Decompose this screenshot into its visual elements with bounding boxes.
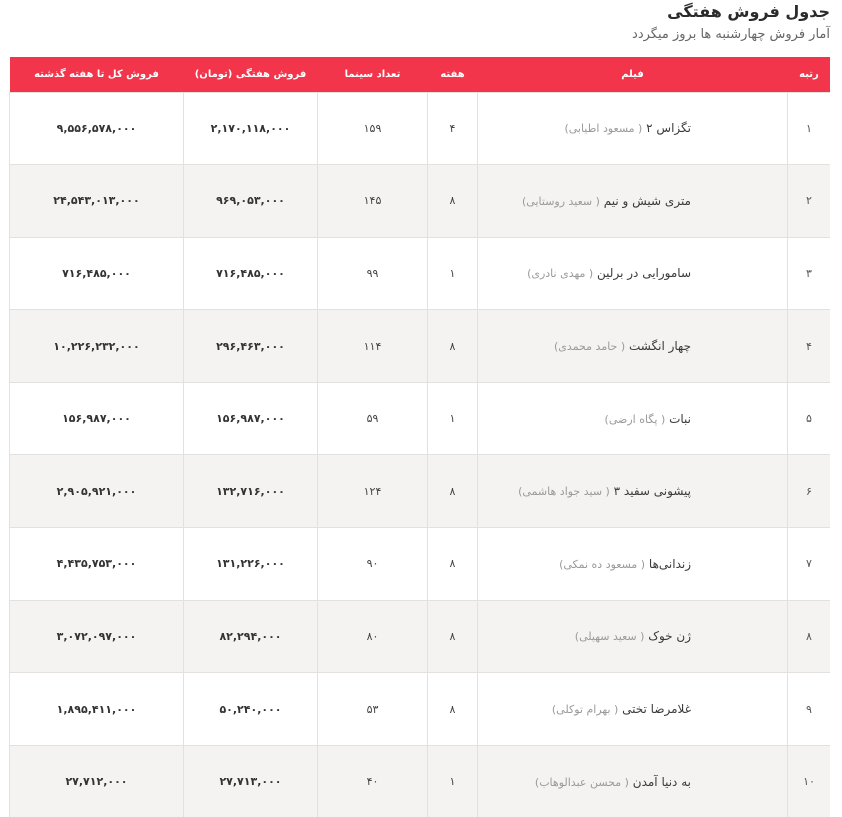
cell-cinemas: ۵۹ — [318, 382, 428, 455]
cell-film — [478, 600, 788, 673]
table-header — [10, 57, 831, 92]
table-row — [10, 600, 831, 673]
film-director: ( بهرام توکلی) — [551, 703, 619, 717]
cell-week: ۸ — [428, 165, 478, 238]
cell-total-sales: ۱۰,۲۲۶,۲۳۲,۰۰۰ — [10, 310, 184, 383]
table-body — [10, 92, 831, 817]
table-header-row — [10, 57, 831, 92]
table-row — [10, 455, 831, 528]
cell-film — [478, 310, 788, 383]
film-director: ( سعید سهیلی) — [574, 630, 645, 644]
cell-weekly-sales: ۵۰,۲۴۰,۰۰۰ — [184, 673, 318, 746]
page-title: جدول فروش هفتگی — [667, 2, 830, 21]
cell-cinemas: ۱۲۴ — [318, 455, 428, 528]
film-title: غلامرضا تختی — [622, 702, 691, 717]
table-row — [10, 528, 831, 601]
film-director: ( پگاه ارضی) — [604, 412, 666, 426]
film-director: ( مهدی نادری) — [527, 267, 594, 281]
header-week[interactable]: هفته — [440, 68, 465, 80]
cell-week: ۸ — [428, 673, 478, 746]
page-subtitle: آمار فروش چهارشنبه ها بروز میگردد — [632, 27, 830, 42]
film-director: ( مسعود اطیابی) — [564, 122, 643, 136]
cell-cinemas: ۱۵۹ — [318, 92, 428, 165]
film-title: ژن خوک — [648, 629, 691, 644]
cell-cinemas: ۹۹ — [318, 237, 428, 310]
cell-cinemas: ۱۱۴ — [318, 310, 428, 383]
cell-total-sales: ۱۵۶,۹۸۷,۰۰۰ — [10, 382, 184, 455]
cell-weekly-sales: ۱۳۱,۲۲۶,۰۰۰ — [184, 528, 318, 601]
cell-rank: ۳ — [788, 237, 831, 310]
film-director: ( سید جواد هاشمی) — [518, 485, 610, 499]
film-title: نبات — [669, 411, 691, 426]
table-row — [10, 165, 831, 238]
table-row — [10, 745, 831, 817]
cell-cinemas: ۵۳ — [318, 673, 428, 746]
table-row — [10, 382, 831, 455]
cell-rank: ۴ — [788, 310, 831, 383]
cell-total-sales: ۷۱۶,۴۸۵,۰۰۰ — [10, 237, 184, 310]
header-total-sales[interactable]: فروش کل تا هفته گذشته — [34, 68, 159, 80]
header-rank[interactable]: رتبه — [799, 68, 819, 80]
cell-film — [478, 673, 788, 746]
cell-rank: ۸ — [788, 600, 831, 673]
cell-film — [478, 382, 788, 455]
cell-cinemas: ۱۴۵ — [318, 165, 428, 238]
table-row — [10, 310, 831, 383]
cell-rank: ۱۰ — [788, 745, 831, 817]
cell-week: ۸ — [428, 455, 478, 528]
cell-cinemas: ۴۰ — [318, 745, 428, 817]
cell-film — [478, 92, 788, 165]
cell-weekly-sales: ۲۷,۷۱۳,۰۰۰ — [184, 745, 318, 817]
cell-week: ۸ — [428, 600, 478, 673]
film-title: تگزاس ۲ — [646, 121, 691, 136]
table-row — [10, 237, 831, 310]
cell-rank: ۵ — [788, 382, 831, 455]
film-director: ( سعید روستایی) — [522, 194, 600, 208]
film-director: ( حامد محمدی) — [554, 340, 626, 354]
cell-week: ۸ — [428, 528, 478, 601]
table-row — [10, 92, 831, 165]
cell-total-sales: ۱,۸۹۵,۴۱۱,۰۰۰ — [10, 673, 184, 746]
film-director: ( مسعود ده نمکی) — [559, 557, 646, 571]
cell-total-sales: ۲,۹۰۵,۹۲۱,۰۰۰ — [10, 455, 184, 528]
cell-total-sales: ۳,۰۷۲,۰۹۷,۰۰۰ — [10, 600, 184, 673]
cell-weekly-sales: ۹۶۹,۰۵۳,۰۰۰ — [184, 165, 318, 238]
header-film[interactable]: فیلم — [621, 68, 644, 80]
cell-cinemas: ۹۰ — [318, 528, 428, 601]
cell-weekly-sales: ۷۱۶,۴۸۵,۰۰۰ — [184, 237, 318, 310]
cell-weekly-sales: ۱۵۶,۹۸۷,۰۰۰ — [184, 382, 318, 455]
cell-film — [478, 528, 788, 601]
film-title: چهار انگشت — [628, 339, 691, 354]
cell-week: ۱ — [428, 382, 478, 455]
film-director: ( محسن عبدالوهاب) — [534, 775, 629, 789]
cell-rank: ۶ — [788, 455, 831, 528]
film-title: سامورایی در برلین — [597, 266, 691, 281]
cell-total-sales: ۲۷,۷۱۲,۰۰۰ — [10, 745, 184, 817]
film-title: به دنیا آمدن — [632, 774, 691, 789]
cell-week: ۱ — [428, 745, 478, 817]
cell-weekly-sales: ۲,۱۷۰,۱۱۸,۰۰۰ — [184, 92, 318, 165]
cell-rank: ۱ — [788, 92, 831, 165]
cell-weekly-sales: ۲۹۶,۴۶۳,۰۰۰ — [184, 310, 318, 383]
cell-cinemas: ۸۰ — [318, 600, 428, 673]
film-title: زندانی‌ها — [648, 556, 691, 571]
sales-table — [9, 57, 830, 817]
cell-rank: ۷ — [788, 528, 831, 601]
sales-table-container — [9, 57, 830, 817]
table-row — [10, 673, 831, 746]
film-title: متری شیش و نیم — [603, 193, 691, 208]
cell-weekly-sales: ۱۳۲,۷۱۶,۰۰۰ — [184, 455, 318, 528]
cell-film — [478, 237, 788, 310]
cell-rank: ۲ — [788, 165, 831, 238]
cell-film — [478, 165, 788, 238]
cell-film — [478, 745, 788, 817]
cell-total-sales: ۲۴,۵۴۳,۰۱۳,۰۰۰ — [10, 165, 184, 238]
cell-film — [478, 455, 788, 528]
header-cinemas[interactable]: تعداد سینما — [344, 68, 401, 80]
cell-weekly-sales: ۸۲,۲۹۴,۰۰۰ — [184, 600, 318, 673]
cell-total-sales: ۹,۵۵۶,۵۷۸,۰۰۰ — [10, 92, 184, 165]
cell-week: ۸ — [428, 310, 478, 383]
cell-week: ۱ — [428, 237, 478, 310]
cell-week: ۴ — [428, 92, 478, 165]
cell-rank: ۹ — [788, 673, 831, 746]
film-title: پیشونی سفید ۳ — [613, 484, 691, 499]
page-header — [130, 0, 830, 44]
header-weekly-sales[interactable]: فروش هفتگی (تومان) — [194, 68, 307, 80]
cell-total-sales: ۴,۴۳۵,۷۵۳,۰۰۰ — [10, 528, 184, 601]
